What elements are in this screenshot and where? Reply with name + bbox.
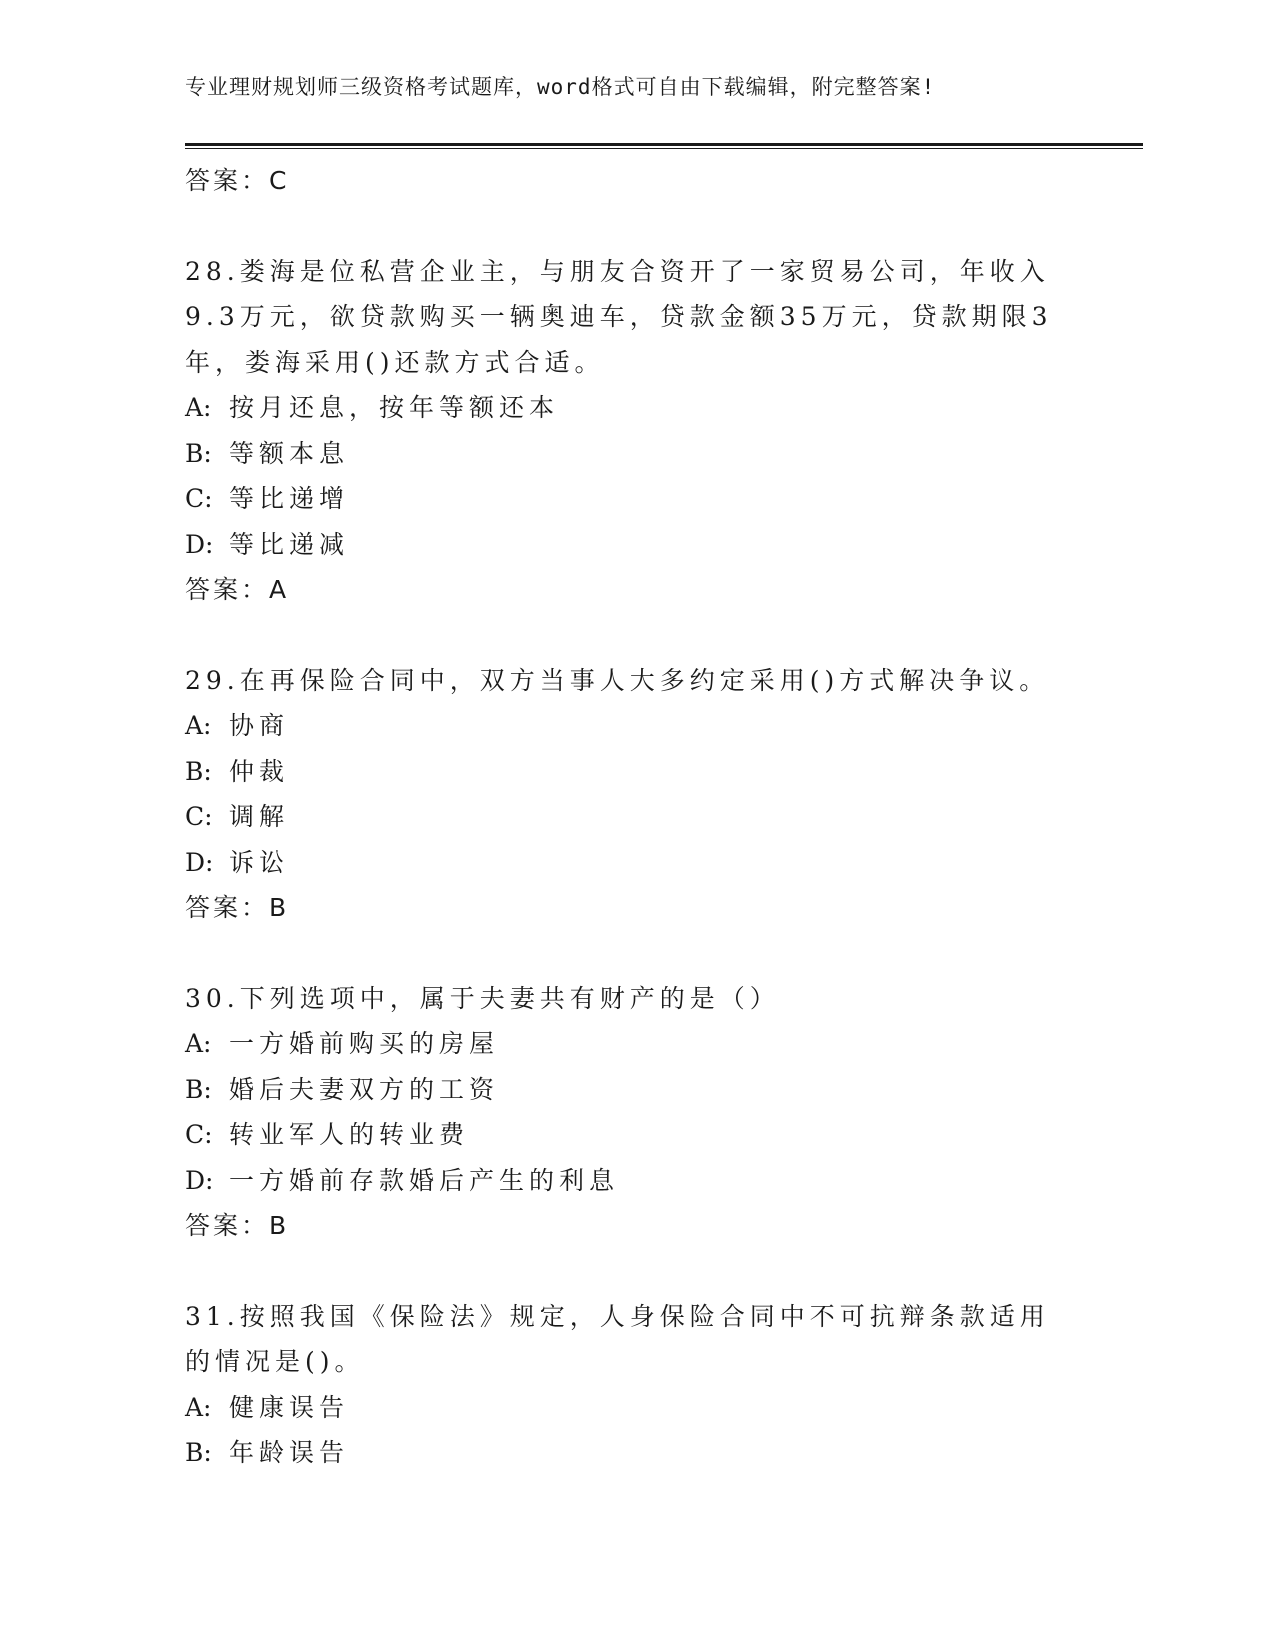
header-rule-thick: [185, 143, 1143, 146]
option-letter: A:: [185, 393, 212, 422]
option-letter: A:: [185, 1029, 212, 1058]
answer-line: 答案：B: [185, 893, 290, 922]
option-letter: B:: [185, 438, 212, 468]
option-text: 诉讼: [229, 847, 290, 877]
option-b: [185, 749, 1065, 795]
option-b: [185, 431, 1065, 477]
option-d: [185, 522, 1065, 568]
option-text: 调解: [229, 802, 290, 831]
answer-line: 答案：A: [185, 575, 290, 604]
option-letter: B:: [185, 1074, 212, 1104]
option-b: [185, 1067, 1065, 1113]
question-text: 28.娄海是位私营企业主，与朋友合资开了一家贸易公司，年收入9.3万元，欲贷款购买一辆奥迪车，贷款金额35万元，贷款期限3年，娄海采用()还款方式合适。: [185, 256, 1053, 377]
option-text: 一方婚前存款婚后产生的利息: [229, 1165, 620, 1195]
option-d: [185, 1158, 1065, 1204]
question-text: 31.按照我国《保险法》规定，人身保险合同中不可抗辩条款适用的情况是()。: [185, 1301, 1050, 1376]
question-block: [185, 658, 1065, 931]
option-a: [185, 385, 1065, 431]
option-text: 等额本息: [229, 438, 350, 468]
question-block: [185, 1294, 1065, 1476]
option-letter: A:: [185, 711, 212, 740]
option-text: 一方婚前购买的房屋: [229, 1029, 500, 1058]
question-list: [185, 158, 1065, 1476]
option-letter: C:: [185, 484, 213, 513]
answer-line: 答案：C: [185, 166, 290, 195]
option-letter: C:: [185, 1120, 213, 1149]
option-text: 健康误告: [229, 1392, 350, 1422]
option-letter: A:: [185, 1392, 212, 1422]
option-text: 等比递减: [229, 529, 350, 559]
option-a: [185, 1021, 1065, 1067]
option-c: [185, 794, 1065, 840]
option-letter: D:: [185, 847, 214, 877]
question-block: [185, 976, 1065, 1249]
header-rule-thin: [185, 148, 1143, 149]
option-c: [185, 476, 1065, 522]
option-letter: B:: [185, 1438, 212, 1467]
option-text: 婚后夫妻双方的工资: [229, 1074, 500, 1104]
option-text: 按月还息，按年等额还本: [229, 393, 560, 422]
option-text: 协商: [229, 711, 290, 740]
option-text: 年龄误告: [229, 1438, 350, 1467]
option-letter: B:: [185, 756, 212, 786]
option-letter: D:: [185, 1165, 214, 1195]
answer-line: 答案：B: [185, 1211, 290, 1240]
question-block: [185, 249, 1065, 613]
option-a: [185, 703, 1065, 749]
option-text: 等比递增: [229, 484, 350, 513]
document-header: 专业理财规划师三级资格考试题库，word格式可自由下载编辑，附完整答案!: [185, 75, 936, 99]
question-text: 29.在再保险合同中，双方当事人大多约定采用()方式解决争议。: [185, 665, 1050, 695]
option-text: 转业军人的转业费: [229, 1120, 470, 1149]
option-d: [185, 840, 1065, 886]
option-b: [185, 1430, 1065, 1476]
option-a: [185, 1385, 1065, 1431]
option-letter: C:: [185, 802, 213, 831]
option-c: [185, 1112, 1065, 1158]
option-letter: D:: [185, 529, 214, 559]
question-text: 30.下列选项中，属于夫妻共有财产的是（）: [185, 983, 780, 1013]
option-text: 仲裁: [229, 756, 290, 786]
